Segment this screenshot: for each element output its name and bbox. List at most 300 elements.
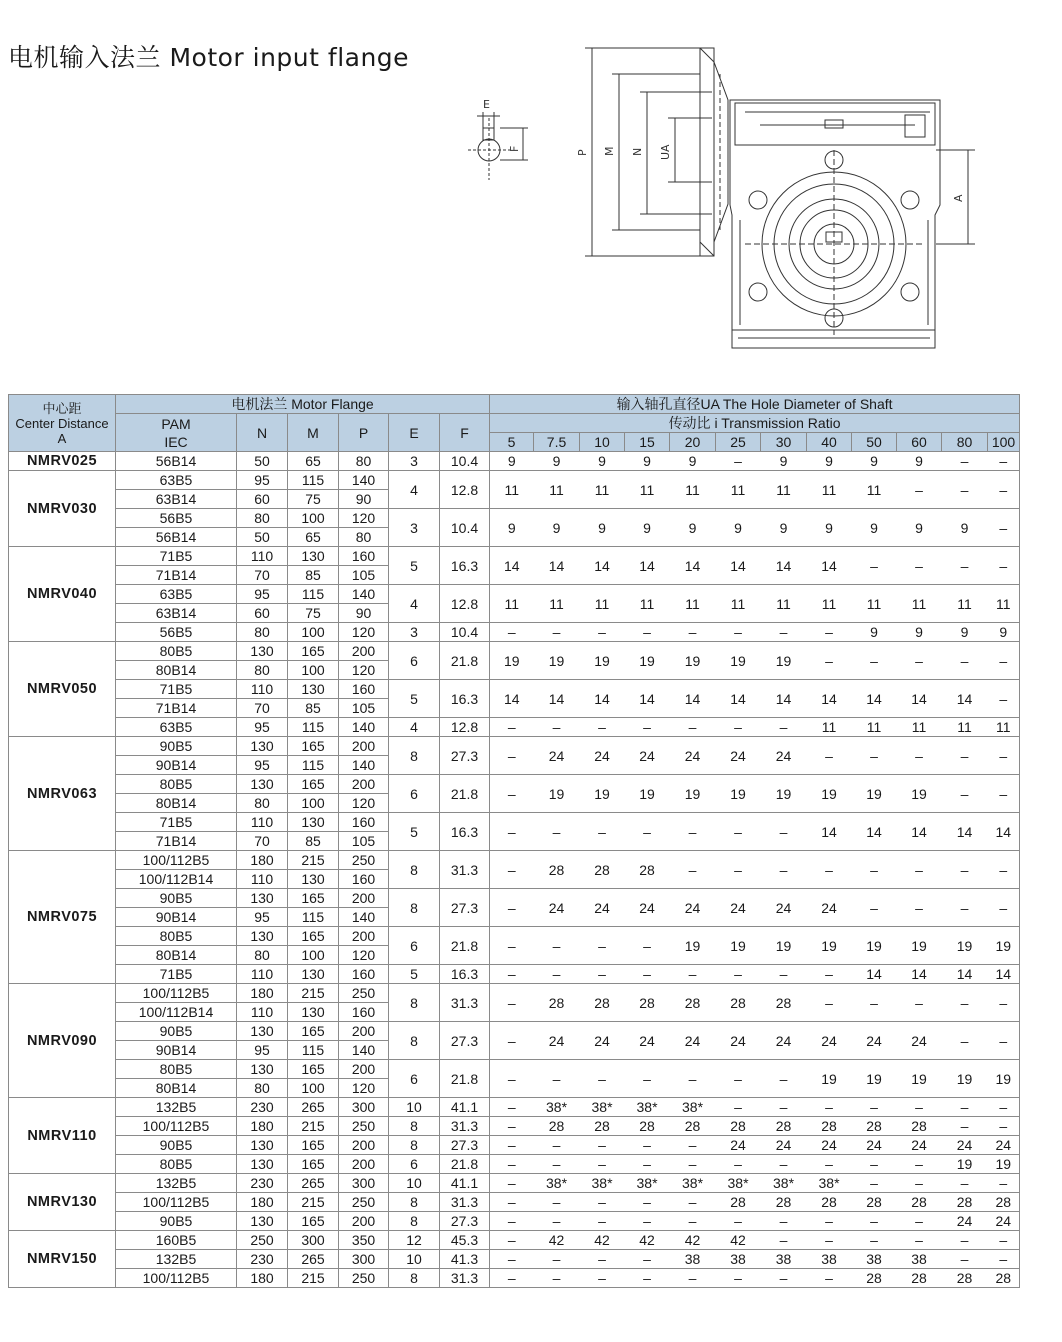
cell-ua-ratio-40: 24 bbox=[807, 1022, 852, 1060]
cell-ua-ratio-80: – bbox=[942, 775, 988, 813]
cell-ua-ratio-25: – bbox=[716, 1098, 761, 1117]
cell-p: 160 bbox=[339, 813, 389, 832]
cell-ua-ratio-50: 9 bbox=[852, 452, 897, 471]
cell-ua-ratio-7.5: – bbox=[534, 1060, 580, 1098]
cell-f: 27.3 bbox=[440, 889, 490, 927]
table-row bbox=[9, 680, 1020, 699]
cell-e: 5 bbox=[389, 547, 440, 585]
cell-n: 95 bbox=[237, 1041, 288, 1060]
model-name: NMRV130 bbox=[9, 1174, 116, 1231]
cell-e: 8 bbox=[389, 1117, 440, 1136]
cell-e: 3 bbox=[389, 452, 440, 471]
cell-pam: 63B5 bbox=[116, 718, 237, 737]
cell-n: 230 bbox=[237, 1174, 288, 1193]
label-f: F bbox=[508, 145, 521, 152]
cell-n: 70 bbox=[237, 566, 288, 585]
cell-ua-ratio-100: 9 bbox=[988, 623, 1020, 642]
cell-f: 31.3 bbox=[440, 1269, 490, 1288]
cell-ua-ratio-40: 28 bbox=[807, 1193, 852, 1212]
cell-f: 12.8 bbox=[440, 585, 490, 623]
cell-f: 31.3 bbox=[440, 984, 490, 1022]
header-ratio-2: 10 bbox=[580, 433, 625, 452]
table-row bbox=[9, 1193, 1020, 1212]
cell-ua-ratio-10: 28 bbox=[580, 984, 625, 1022]
flange-profile bbox=[700, 48, 728, 256]
model-name: NMRV040 bbox=[9, 547, 116, 642]
cell-ua-ratio-80: 28 bbox=[942, 1193, 988, 1212]
cell-ua-ratio-7.5: 42 bbox=[534, 1231, 580, 1250]
cell-ua-ratio-80: – bbox=[942, 471, 988, 509]
cell-n: 95 bbox=[237, 585, 288, 604]
cell-f: 12.8 bbox=[440, 471, 490, 509]
cell-ua-ratio-15: 28 bbox=[625, 851, 670, 889]
cell-n: 130 bbox=[237, 737, 288, 756]
cell-p: 300 bbox=[339, 1174, 389, 1193]
cell-e: 5 bbox=[389, 813, 440, 851]
cell-m: 215 bbox=[288, 984, 339, 1003]
cell-ua-ratio-100: – bbox=[988, 452, 1020, 471]
cell-n: 95 bbox=[237, 756, 288, 775]
cell-ua-ratio-7.5: 14 bbox=[534, 680, 580, 718]
cell-e: 6 bbox=[389, 1060, 440, 1098]
cell-m: 65 bbox=[288, 528, 339, 547]
cell-ua-ratio-60: 11 bbox=[897, 718, 942, 737]
cell-ua-ratio-100: – bbox=[988, 547, 1020, 585]
cell-m: 165 bbox=[288, 1022, 339, 1041]
cell-n: 60 bbox=[237, 490, 288, 509]
cell-ua-ratio-10: – bbox=[580, 965, 625, 984]
cell-ua-ratio-25: 11 bbox=[716, 471, 761, 509]
cell-ua-ratio-80: – bbox=[942, 1231, 988, 1250]
cell-f: 21.8 bbox=[440, 1060, 490, 1098]
cell-p: 105 bbox=[339, 566, 389, 585]
cell-ua-ratio-15: – bbox=[625, 927, 670, 965]
cell-ua-ratio-5: – bbox=[490, 1212, 534, 1231]
cell-ua-ratio-80: 14 bbox=[942, 813, 988, 851]
cell-pam: 90B14 bbox=[116, 908, 237, 927]
cell-ua-ratio-10: – bbox=[580, 718, 625, 737]
cell-ua-ratio-40: 38* bbox=[807, 1174, 852, 1193]
cell-ua-ratio-25: – bbox=[716, 718, 761, 737]
cell-pam: 80B5 bbox=[116, 642, 237, 661]
cell-ua-ratio-20: – bbox=[670, 1136, 716, 1155]
cell-ua-ratio-40: – bbox=[807, 1212, 852, 1231]
cell-ua-ratio-30: 19 bbox=[761, 927, 807, 965]
header-ratio-3: 15 bbox=[625, 433, 670, 452]
cell-n: 130 bbox=[237, 1212, 288, 1231]
cell-ua-ratio-60: – bbox=[897, 1212, 942, 1231]
cell-ua-ratio-40: – bbox=[807, 1098, 852, 1117]
cell-ua-ratio-25: 28 bbox=[716, 984, 761, 1022]
cell-ua-ratio-30: 11 bbox=[761, 471, 807, 509]
table-row bbox=[9, 642, 1020, 661]
cell-p: 140 bbox=[339, 1041, 389, 1060]
cell-ua-ratio-100: – bbox=[988, 1250, 1020, 1269]
cell-ua-ratio-80: 28 bbox=[942, 1269, 988, 1288]
cell-pam: 132B5 bbox=[116, 1098, 237, 1117]
model-name: NMRV075 bbox=[9, 851, 116, 984]
cell-e: 4 bbox=[389, 585, 440, 623]
cell-f: 41.1 bbox=[440, 1098, 490, 1117]
cell-ua-ratio-7.5: – bbox=[534, 813, 580, 851]
cell-p: 80 bbox=[339, 528, 389, 547]
cell-ua-ratio-20: 28 bbox=[670, 1117, 716, 1136]
cell-ua-ratio-10: 9 bbox=[580, 509, 625, 547]
cell-pam: 132B5 bbox=[116, 1250, 237, 1269]
cell-pam: 80B5 bbox=[116, 1155, 237, 1174]
label-ua: UA bbox=[659, 144, 672, 160]
cell-pam: 80B5 bbox=[116, 927, 237, 946]
cell-m: 85 bbox=[288, 566, 339, 585]
cell-ua-ratio-15: – bbox=[625, 1269, 670, 1288]
cell-ua-ratio-40: 9 bbox=[807, 509, 852, 547]
cell-p: 200 bbox=[339, 927, 389, 946]
cell-ua-ratio-15: 38* bbox=[625, 1098, 670, 1117]
cell-p: 250 bbox=[339, 984, 389, 1003]
cell-ua-ratio-60: – bbox=[897, 1174, 942, 1193]
cell-ua-ratio-100: – bbox=[988, 1117, 1020, 1136]
cell-ua-ratio-15: – bbox=[625, 965, 670, 984]
cell-ua-ratio-25: 14 bbox=[716, 680, 761, 718]
cell-n: 110 bbox=[237, 547, 288, 566]
cell-ua-ratio-20: 24 bbox=[670, 737, 716, 775]
cell-ua-ratio-60: 11 bbox=[897, 585, 942, 623]
cell-ua-ratio-5: – bbox=[490, 851, 534, 889]
cell-n: 95 bbox=[237, 908, 288, 927]
cell-ua-ratio-25: 14 bbox=[716, 547, 761, 585]
cell-pam: 100/112B5 bbox=[116, 851, 237, 870]
cell-p: 120 bbox=[339, 794, 389, 813]
cell-p: 200 bbox=[339, 1022, 389, 1041]
cell-ua-ratio-40: – bbox=[807, 737, 852, 775]
header-ratio-7: 40 bbox=[807, 433, 852, 452]
cell-ua-ratio-30: – bbox=[761, 1098, 807, 1117]
cell-f: 16.3 bbox=[440, 965, 490, 984]
cell-ua-ratio-5: – bbox=[490, 1250, 534, 1269]
cell-ua-ratio-100: 14 bbox=[988, 965, 1020, 984]
cell-ua-ratio-5: 11 bbox=[490, 585, 534, 623]
cell-ua-ratio-5: 14 bbox=[490, 680, 534, 718]
cell-p: 160 bbox=[339, 965, 389, 984]
cell-e: 10 bbox=[389, 1174, 440, 1193]
cell-f: 31.3 bbox=[440, 1193, 490, 1212]
cell-ua-ratio-60: 14 bbox=[897, 965, 942, 984]
cell-ua-ratio-100: 24 bbox=[988, 1136, 1020, 1155]
cell-ua-ratio-40: – bbox=[807, 984, 852, 1022]
cell-ua-ratio-7.5: – bbox=[534, 1250, 580, 1269]
cell-ua-ratio-10: 24 bbox=[580, 1022, 625, 1060]
cell-ua-ratio-50: – bbox=[852, 851, 897, 889]
cell-ua-ratio-7.5: 9 bbox=[534, 452, 580, 471]
table-row bbox=[9, 965, 1020, 984]
cell-ua-ratio-20: 11 bbox=[670, 585, 716, 623]
cell-n: 230 bbox=[237, 1098, 288, 1117]
cell-ua-ratio-10: 24 bbox=[580, 889, 625, 927]
cell-pam: 71B14 bbox=[116, 566, 237, 585]
cell-ua-ratio-100: 28 bbox=[988, 1193, 1020, 1212]
cell-p: 105 bbox=[339, 699, 389, 718]
cell-p: 80 bbox=[339, 452, 389, 471]
cell-m: 115 bbox=[288, 756, 339, 775]
cell-ua-ratio-7.5: 28 bbox=[534, 984, 580, 1022]
cell-p: 250 bbox=[339, 851, 389, 870]
cell-m: 165 bbox=[288, 1212, 339, 1231]
cell-pam: 90B5 bbox=[116, 737, 237, 756]
cell-m: 100 bbox=[288, 946, 339, 965]
table-row bbox=[9, 737, 1020, 756]
cell-ua-ratio-10: 9 bbox=[580, 452, 625, 471]
cell-ua-ratio-40: – bbox=[807, 1155, 852, 1174]
cell-p: 250 bbox=[339, 1269, 389, 1288]
cell-ua-ratio-50: – bbox=[852, 984, 897, 1022]
cell-ua-ratio-25: 19 bbox=[716, 775, 761, 813]
cell-ua-ratio-60: 28 bbox=[897, 1193, 942, 1212]
cell-ua-ratio-100: 11 bbox=[988, 718, 1020, 737]
cell-ua-ratio-25: 28 bbox=[716, 1117, 761, 1136]
cell-ua-ratio-100: 11 bbox=[988, 585, 1020, 623]
cell-e: 6 bbox=[389, 642, 440, 680]
cell-ua-ratio-15: – bbox=[625, 1250, 670, 1269]
cell-pam: 90B5 bbox=[116, 1212, 237, 1231]
cell-f: 21.8 bbox=[440, 642, 490, 680]
cell-e: 4 bbox=[389, 718, 440, 737]
cell-ua-ratio-7.5: 24 bbox=[534, 1022, 580, 1060]
cell-ua-ratio-10: – bbox=[580, 1250, 625, 1269]
cell-ua-ratio-40: – bbox=[807, 642, 852, 680]
cell-ua-ratio-100: 28 bbox=[988, 1269, 1020, 1288]
cell-pam: 90B14 bbox=[116, 756, 237, 775]
cell-ua-ratio-60: 19 bbox=[897, 927, 942, 965]
cell-p: 120 bbox=[339, 661, 389, 680]
cell-m: 215 bbox=[288, 851, 339, 870]
model-name: NMRV025 bbox=[9, 452, 116, 471]
cell-e: 8 bbox=[389, 984, 440, 1022]
cell-ua-ratio-15: – bbox=[625, 1212, 670, 1231]
cell-n: 60 bbox=[237, 604, 288, 623]
cell-ua-ratio-20: – bbox=[670, 1212, 716, 1231]
cell-ua-ratio-7.5: – bbox=[534, 1193, 580, 1212]
cell-e: 8 bbox=[389, 1022, 440, 1060]
cell-ua-ratio-20: 38* bbox=[670, 1098, 716, 1117]
cell-ua-ratio-40: 24 bbox=[807, 889, 852, 927]
cell-ua-ratio-40: 11 bbox=[807, 585, 852, 623]
model-name: NMRV110 bbox=[9, 1098, 116, 1174]
cell-n: 180 bbox=[237, 851, 288, 870]
cell-ua-ratio-40: 9 bbox=[807, 452, 852, 471]
header-pam: PAM bbox=[161, 415, 191, 432]
cell-ua-ratio-50: 14 bbox=[852, 965, 897, 984]
cell-pam: 71B5 bbox=[116, 813, 237, 832]
cell-ua-ratio-15: – bbox=[625, 623, 670, 642]
cell-m: 100 bbox=[288, 509, 339, 528]
header-ratio-10: 80 bbox=[942, 433, 988, 452]
cell-ua-ratio-5: – bbox=[490, 813, 534, 851]
cell-ua-ratio-30: 24 bbox=[761, 889, 807, 927]
cell-ua-ratio-60: 24 bbox=[897, 1022, 942, 1060]
cell-ua-ratio-40: – bbox=[807, 851, 852, 889]
cell-f: 10.4 bbox=[440, 452, 490, 471]
cell-ua-ratio-80: – bbox=[942, 1174, 988, 1193]
cell-m: 165 bbox=[288, 1136, 339, 1155]
cell-e: 8 bbox=[389, 851, 440, 889]
cell-ua-ratio-50: 28 bbox=[852, 1269, 897, 1288]
cell-pam: 100/112B14 bbox=[116, 1003, 237, 1022]
cell-ua-ratio-10: – bbox=[580, 1155, 625, 1174]
cell-ua-ratio-30: 28 bbox=[761, 1193, 807, 1212]
header-ratio-0: 5 bbox=[490, 433, 534, 452]
header-ratio-1: 7.5 bbox=[534, 433, 580, 452]
cell-ua-ratio-7.5: – bbox=[534, 965, 580, 984]
cell-e: 8 bbox=[389, 1136, 440, 1155]
cell-ua-ratio-30: 24 bbox=[761, 1136, 807, 1155]
cell-ua-ratio-60: – bbox=[897, 1098, 942, 1117]
cell-pam: 80B14 bbox=[116, 1079, 237, 1098]
cell-ua-ratio-40: 28 bbox=[807, 1117, 852, 1136]
cell-ua-ratio-80: 11 bbox=[942, 718, 988, 737]
cell-pam: 80B5 bbox=[116, 775, 237, 794]
cell-ua-ratio-80: – bbox=[942, 1117, 988, 1136]
cell-p: 200 bbox=[339, 1212, 389, 1231]
cell-ua-ratio-30: – bbox=[761, 1269, 807, 1288]
cell-ua-ratio-40: 14 bbox=[807, 547, 852, 585]
cell-ua-ratio-15: – bbox=[625, 1060, 670, 1098]
cell-ua-ratio-50: 28 bbox=[852, 1117, 897, 1136]
cell-ua-ratio-60: 9 bbox=[897, 623, 942, 642]
cell-ua-ratio-50: 24 bbox=[852, 1022, 897, 1060]
cell-ua-ratio-30: 28 bbox=[761, 984, 807, 1022]
cell-pam: 80B5 bbox=[116, 1060, 237, 1079]
table-row bbox=[9, 1231, 1020, 1250]
cell-pam: 71B14 bbox=[116, 699, 237, 718]
cell-ua-ratio-100: – bbox=[988, 851, 1020, 889]
cell-ua-ratio-5: – bbox=[490, 1022, 534, 1060]
page-title: 电机输入法兰 Motor input flange bbox=[8, 43, 410, 72]
cell-ua-ratio-25: – bbox=[716, 1212, 761, 1231]
cell-p: 140 bbox=[339, 908, 389, 927]
cell-ua-ratio-5: – bbox=[490, 623, 534, 642]
cell-n: 110 bbox=[237, 965, 288, 984]
cell-ua-ratio-100: – bbox=[988, 889, 1020, 927]
cell-ua-ratio-60: – bbox=[897, 642, 942, 680]
cell-ua-ratio-10: 11 bbox=[580, 471, 625, 509]
cell-ua-ratio-20: 24 bbox=[670, 1022, 716, 1060]
cell-ua-ratio-30: – bbox=[761, 718, 807, 737]
header-center-distance-en: Center Distance bbox=[15, 415, 109, 431]
table-row bbox=[9, 889, 1020, 908]
cell-ua-ratio-50: – bbox=[852, 642, 897, 680]
cell-ua-ratio-80: 14 bbox=[942, 680, 988, 718]
cell-n: 130 bbox=[237, 1136, 288, 1155]
cell-ua-ratio-7.5: – bbox=[534, 1155, 580, 1174]
cell-f: 31.3 bbox=[440, 1117, 490, 1136]
cell-ua-ratio-20: – bbox=[670, 813, 716, 851]
cell-ua-ratio-50: 38 bbox=[852, 1250, 897, 1269]
table-row bbox=[9, 813, 1020, 832]
cell-ua-ratio-80: – bbox=[942, 1098, 988, 1117]
cell-ua-ratio-10: 14 bbox=[580, 547, 625, 585]
cell-ua-ratio-50: 19 bbox=[852, 775, 897, 813]
cell-ua-ratio-15: 9 bbox=[625, 509, 670, 547]
cell-p: 140 bbox=[339, 585, 389, 604]
cell-pam: 71B14 bbox=[116, 832, 237, 851]
cell-f: 27.3 bbox=[440, 737, 490, 775]
cell-pam: 132B5 bbox=[116, 1174, 237, 1193]
cell-n: 130 bbox=[237, 775, 288, 794]
model-name: NMRV030 bbox=[9, 471, 116, 547]
header-hole-diameter: 输入轴孔直径UA The Hole Diameter of Shaft bbox=[490, 395, 1020, 414]
cell-ua-ratio-25: – bbox=[716, 851, 761, 889]
cell-n: 130 bbox=[237, 927, 288, 946]
cell-n: 250 bbox=[237, 1231, 288, 1250]
cell-n: 110 bbox=[237, 870, 288, 889]
cell-n: 70 bbox=[237, 699, 288, 718]
cell-ua-ratio-10: – bbox=[580, 1212, 625, 1231]
cell-m: 130 bbox=[288, 1003, 339, 1022]
cell-f: 10.4 bbox=[440, 509, 490, 547]
cell-n: 80 bbox=[237, 623, 288, 642]
cell-ua-ratio-20: 19 bbox=[670, 642, 716, 680]
table-row bbox=[9, 1174, 1020, 1193]
cell-n: 130 bbox=[237, 1022, 288, 1041]
cell-pam: 100/112B5 bbox=[116, 1193, 237, 1212]
cell-ua-ratio-40: 14 bbox=[807, 813, 852, 851]
cell-ua-ratio-60: – bbox=[897, 1155, 942, 1174]
cell-ua-ratio-5: – bbox=[490, 718, 534, 737]
cell-ua-ratio-40: – bbox=[807, 965, 852, 984]
cell-ua-ratio-30: 38* bbox=[761, 1174, 807, 1193]
cell-e: 5 bbox=[389, 680, 440, 718]
cell-ua-ratio-20: – bbox=[670, 1060, 716, 1098]
cell-m: 85 bbox=[288, 699, 339, 718]
cell-ua-ratio-20: 9 bbox=[670, 452, 716, 471]
cell-ua-ratio-80: 19 bbox=[942, 1155, 988, 1174]
cell-ua-ratio-25: – bbox=[716, 1060, 761, 1098]
header-center-distance-a: A bbox=[57, 430, 67, 446]
cell-ua-ratio-15: 9 bbox=[625, 452, 670, 471]
cell-pam: 90B5 bbox=[116, 1022, 237, 1041]
cell-ua-ratio-20: 24 bbox=[670, 889, 716, 927]
cell-ua-ratio-20: 38 bbox=[670, 1250, 716, 1269]
cell-ua-ratio-15: 14 bbox=[625, 547, 670, 585]
cell-ua-ratio-60: – bbox=[897, 889, 942, 927]
cell-ua-ratio-5: – bbox=[490, 965, 534, 984]
table-row bbox=[9, 1117, 1020, 1136]
cell-pam: 71B5 bbox=[116, 547, 237, 566]
cell-ua-ratio-60: 38 bbox=[897, 1250, 942, 1269]
cell-ua-ratio-15: 19 bbox=[625, 642, 670, 680]
cell-ua-ratio-30: 38 bbox=[761, 1250, 807, 1269]
cell-ua-ratio-5: – bbox=[490, 1060, 534, 1098]
cell-ua-ratio-10: 19 bbox=[580, 642, 625, 680]
cell-ua-ratio-50: – bbox=[852, 1098, 897, 1117]
cell-ua-ratio-15: 28 bbox=[625, 984, 670, 1022]
cell-p: 160 bbox=[339, 547, 389, 566]
cell-e: 3 bbox=[389, 623, 440, 642]
label-a: A bbox=[952, 194, 965, 202]
cell-ua-ratio-7.5: 9 bbox=[534, 509, 580, 547]
table-row bbox=[9, 452, 1020, 471]
table-row bbox=[9, 1060, 1020, 1079]
header-n: N bbox=[237, 414, 288, 452]
cell-pam: 71B5 bbox=[116, 965, 237, 984]
cell-ua-ratio-100: – bbox=[988, 984, 1020, 1022]
model-name: NMRV150 bbox=[9, 1231, 116, 1288]
cell-ua-ratio-30: 28 bbox=[761, 1117, 807, 1136]
cell-n: 95 bbox=[237, 718, 288, 737]
spec-table bbox=[8, 394, 1020, 1288]
cell-p: 140 bbox=[339, 756, 389, 775]
cell-p: 120 bbox=[339, 623, 389, 642]
